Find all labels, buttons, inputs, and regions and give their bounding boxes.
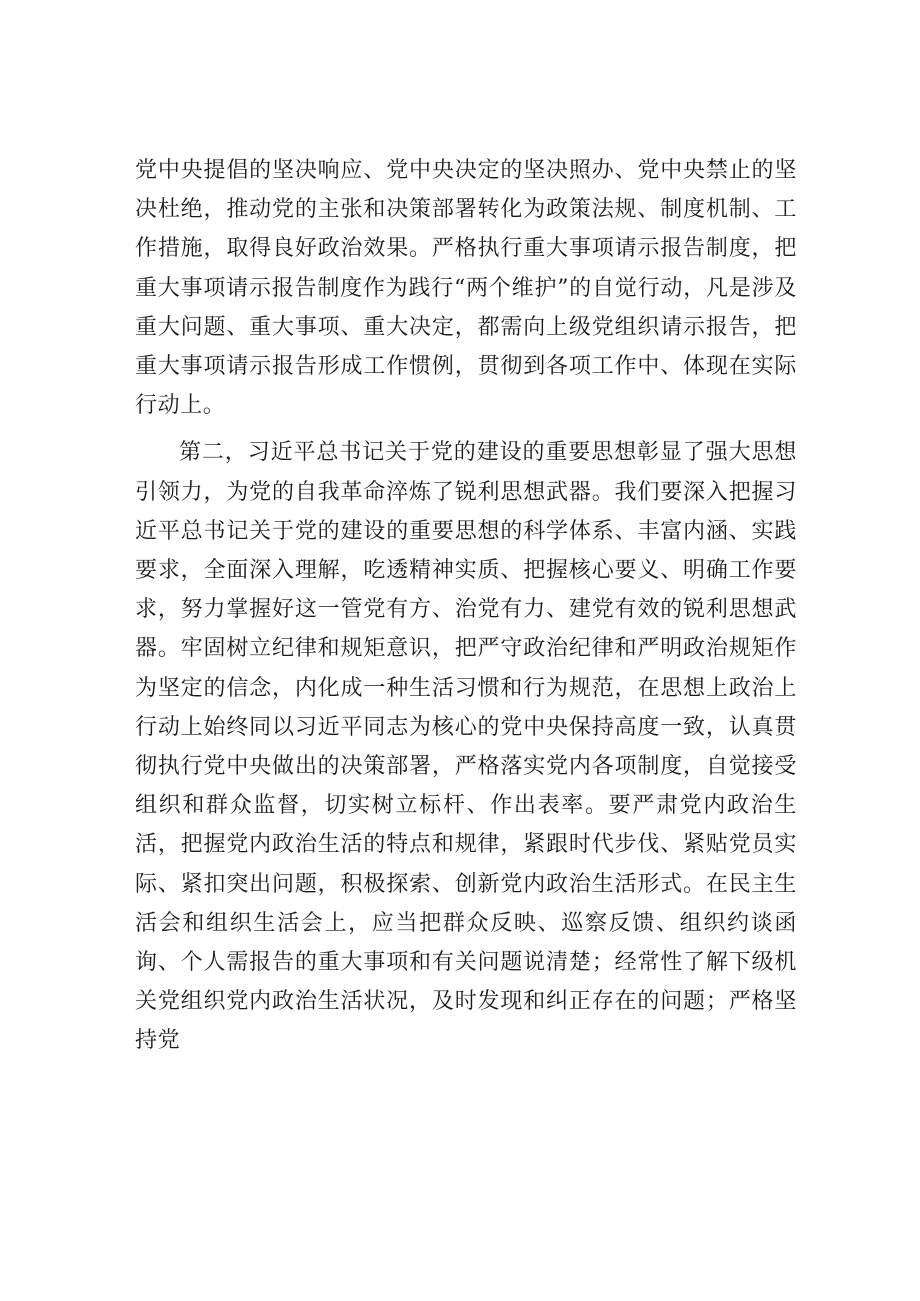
paragraph-second-point: 第二，习近平总书记关于党的建设的重要思想彰显了强大思想引领力，为党的自我革命淬炼了锐利思想武器。我们要深入把握习近平总书记关于党的建设的重要思想的科学体系、丰富内涵、实践要求，全面深入理解，吃透精神实质、把握核心要义、明确工作要求，努力掌握好这一管党有方、治党有力、建党有效的锐利思想武器。牢固树立纪律和规矩意识，把严守政治纪律和严明政治规矩作为坚定的信念，内化成一种生活习惯和行为规范，在思想上政治上行动上始终同以习近平同志为核心的党中央保持高度一致，认真贯彻执行党中央做出的决策部署，严格落实党内各项制度，自觉接受组织和群众监督，切实树立标杆、作出表率。要严肃党内政治生活，把握党内政治生活的特点和规律，紧跟时代步伐、紧贴党员实际、紧扣突出问题，积极探索、创新党内政治生活形式。在民主生活会和组织生活会上，应当把群众反映、巡察反馈、组织约谈函询、个人需报告的重大事项和有关问题说清楚；经常性了解下级机关党组织党内政治生活状况，及时发现和纠正存在的问题；严格坚持党: [135, 440, 797, 1054]
body-text: [135, 151, 797, 1061]
paragraph-continuation: 党中央提倡的坚决响应、党中央决定的坚决照办、党中央禁止的坚决杜绝，推动党的主张和决策部署转化为政策法规、制度机制、工作措施，取得良好政治效果。严格执行重大事项请示报告制度，把重大事项请示报告制度作为践行“两个维护”的自觉行动，凡是涉及重大问题、重大事项、重大决定，都需向上级党组织请示报告，把重大事项请示报告形成工作惯例，贯彻到各项工作中、体现在实际行动上。: [135, 158, 797, 419]
